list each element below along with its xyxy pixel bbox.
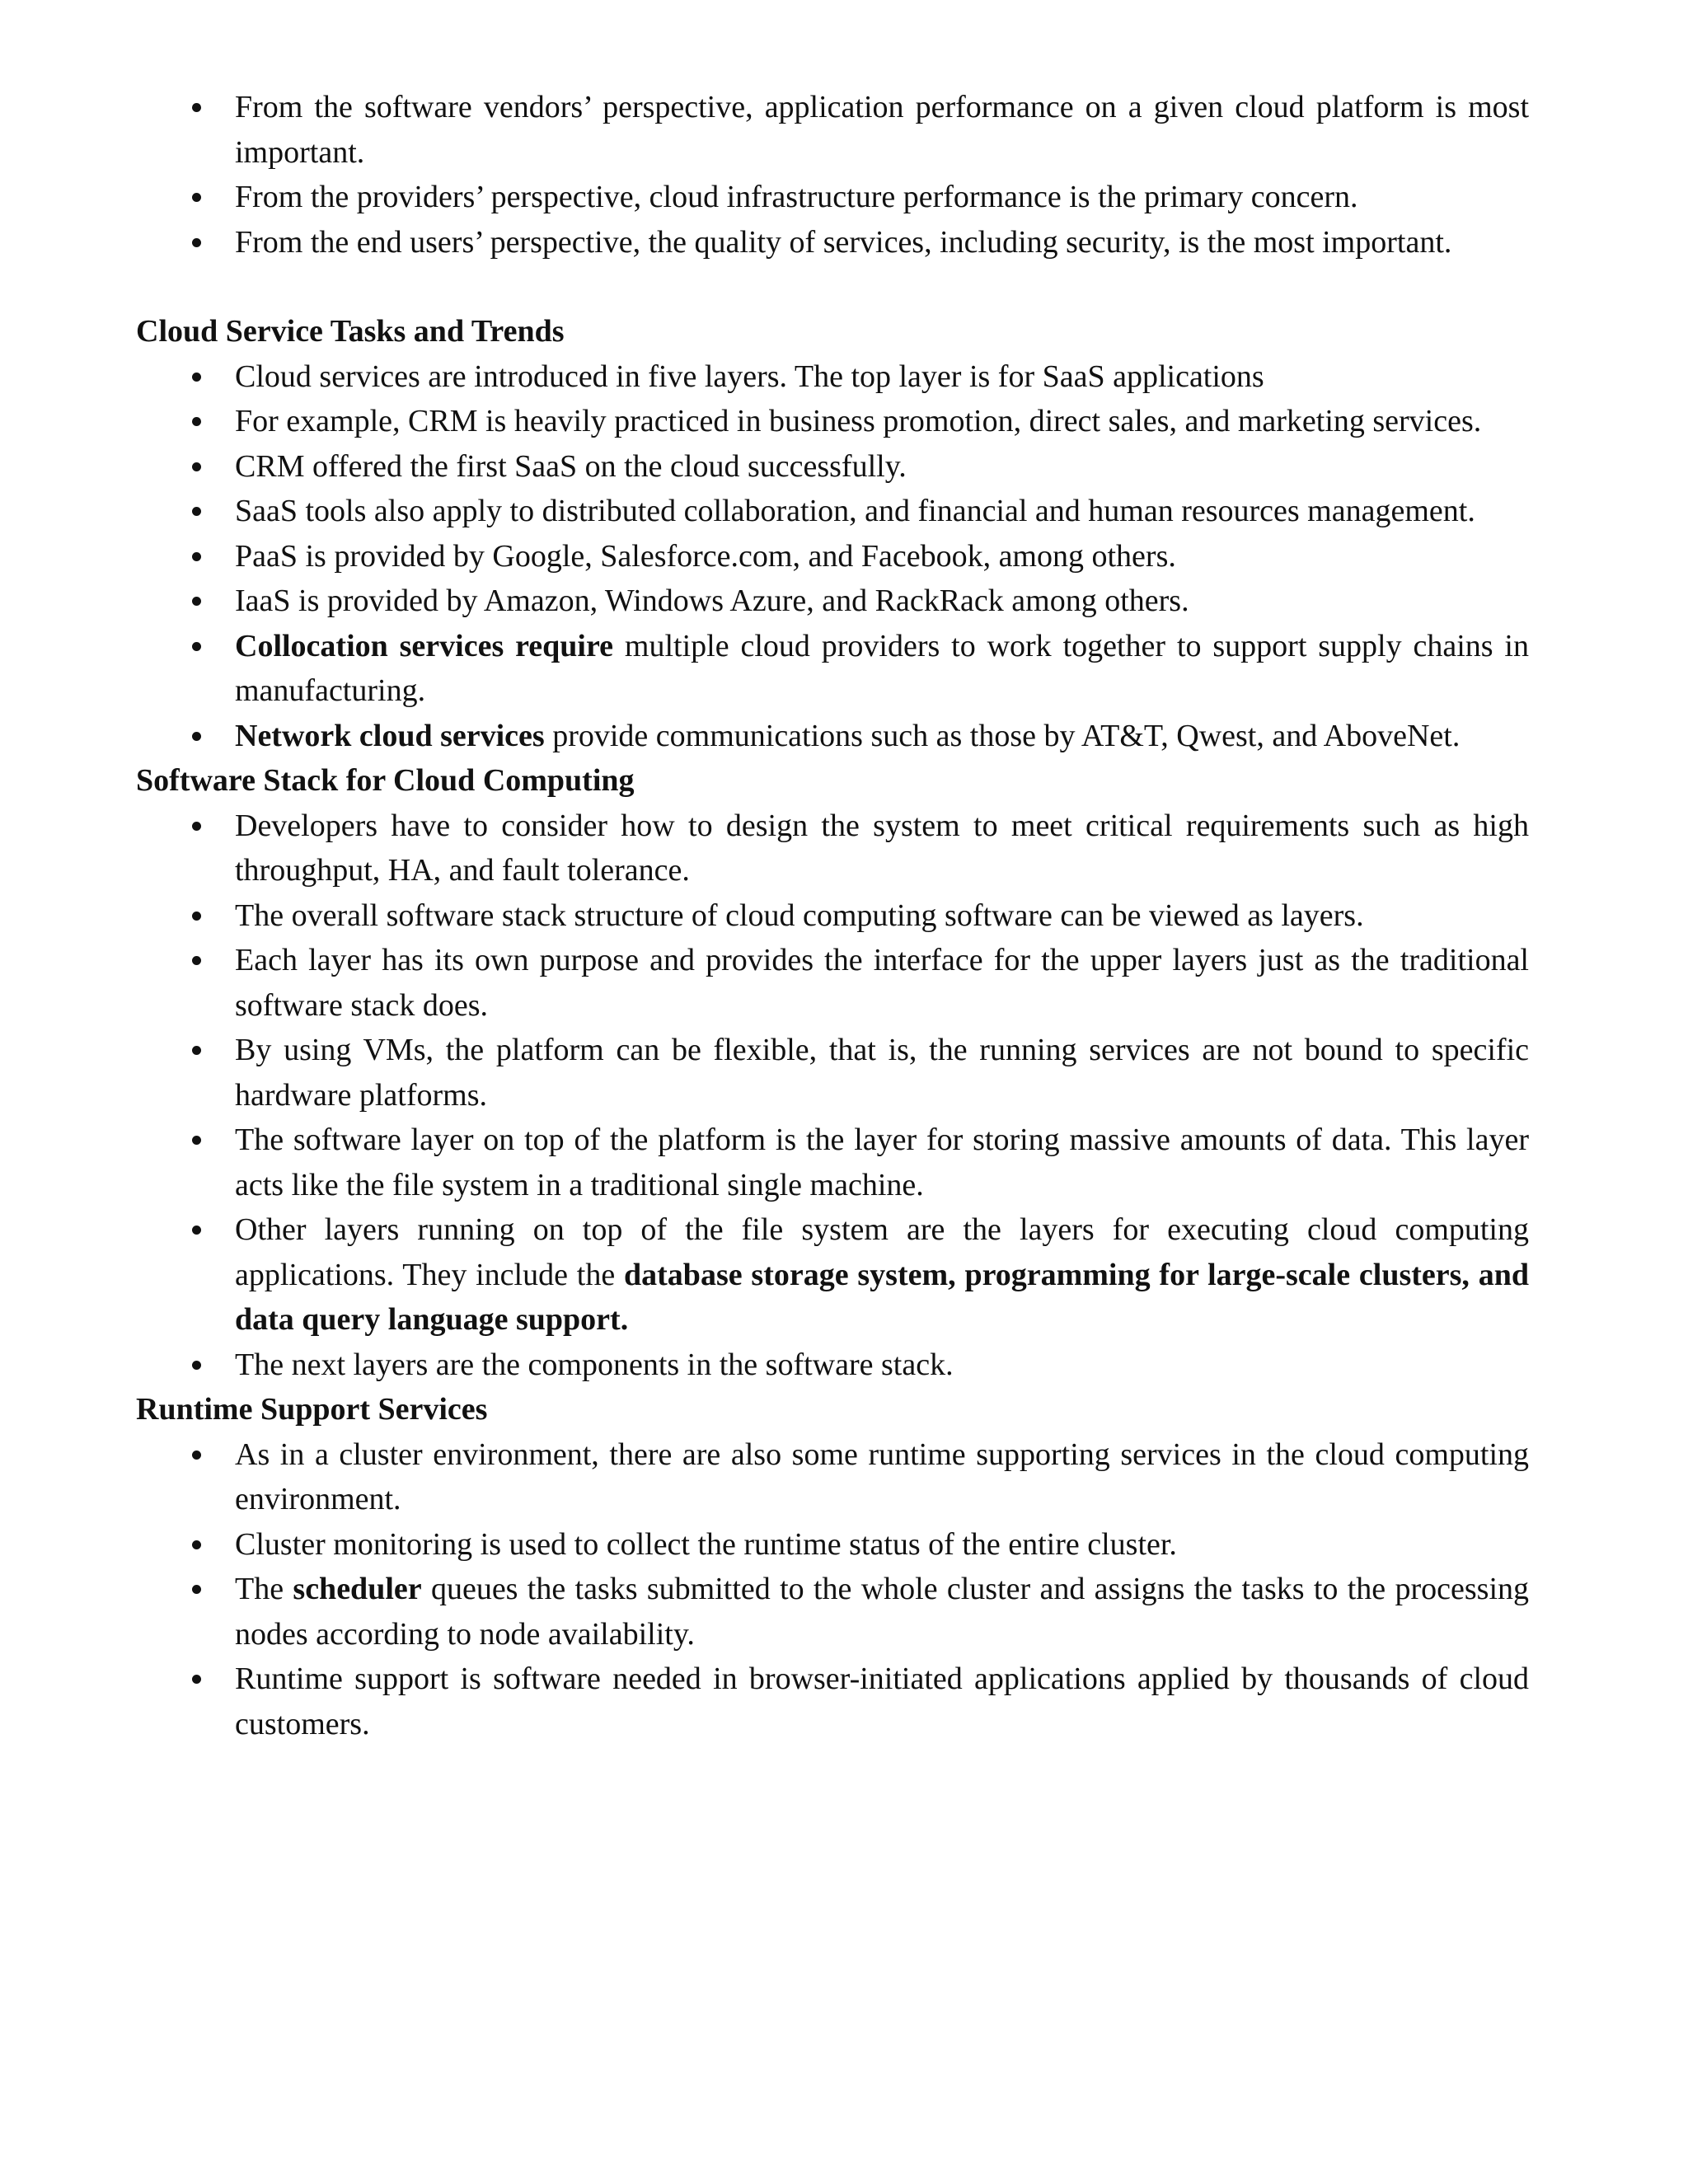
list-item-text: PaaS is provided by Google, Salesforce.com, and Facebook, among others. [235, 538, 1176, 574]
bullet-icon [192, 103, 201, 112]
list-item-text: multiple cloud providers to work together to support supply chains in manufacturing. [235, 628, 1529, 708]
intro-list [136, 85, 1529, 265]
bullet-icon [192, 1046, 201, 1055]
section-heading-cloud-service-tasks: Cloud Service Tasks and Trends [136, 314, 565, 349]
list-item [136, 1432, 1529, 1522]
list-item-text: The next layers are the components in the software stack. [235, 1347, 954, 1382]
bullet-icon [192, 1540, 201, 1549]
bullet-icon [192, 597, 201, 606]
list-item [136, 1028, 1529, 1118]
list-item [136, 220, 1529, 265]
bullet-icon [192, 1585, 201, 1594]
list-item [136, 1343, 1529, 1388]
list-item-bold-text: Collocation services require [235, 628, 614, 663]
list-item [136, 534, 1529, 579]
list-item-text: Developers have to consider how to design the system to meet critical requirements such as high throughput, HA, and fault tolerance. [235, 808, 1529, 888]
bullet-icon [192, 642, 201, 651]
list-item [136, 354, 1529, 400]
list-item-bold-text: Network cloud services [235, 718, 545, 753]
list-item-text: By using VMs, the platform can be flexible, that is, the running services are not bound to specific hardware platforms. [235, 1033, 1529, 1113]
bullet-icon [192, 1675, 201, 1684]
list-item-text: The [235, 1572, 293, 1606]
list-item-text: From the software vendors’ perspective, application performance on a given cloud platform is most important. [235, 90, 1529, 170]
cloud-service-tasks-list [136, 354, 1529, 759]
bullet-icon [192, 193, 201, 202]
list-item [136, 489, 1529, 534]
list-item-text: SaaS tools also apply to distributed collaboration, and financial and human resources management. [235, 494, 1475, 528]
list-item [136, 804, 1529, 893]
list-item-text: Cluster monitoring is used to collect the runtime status of the entire cluster. [235, 1526, 1177, 1562]
list-item-text: Cloud services are introduced in five layers. The top layer is for SaaS applications [235, 359, 1264, 394]
document-content [136, 85, 1529, 1746]
list-item [136, 1118, 1529, 1207]
bullet-icon [192, 462, 201, 471]
list-item-text: Runtime support is software needed in browser-initiated applications applied by thousands of cloud customers. [235, 1661, 1529, 1741]
list-item-text: From the providers’ perspective, cloud infrastructure performance is the primary concern. [235, 180, 1358, 214]
section-heading-runtime-support: Runtime Support Services [136, 1392, 488, 1427]
list-item [136, 714, 1529, 759]
list-item [136, 1657, 1529, 1746]
list-item-text: provide communications such as those by AT&T, Qwest, and AboveNet. [544, 718, 1461, 753]
list-item [136, 399, 1529, 444]
list-item [136, 1207, 1529, 1343]
bullet-icon [192, 552, 201, 561]
bullet-icon [192, 1361, 201, 1370]
bullet-icon [192, 822, 201, 831]
bullet-icon [192, 238, 201, 247]
list-item-text: From the end users’ perspective, the quality of services, including security, is the most important. [235, 224, 1452, 260]
list-item-text: The overall software stack structure of cloud computing software can be viewed as layers. [235, 898, 1364, 933]
bullet-icon [192, 912, 201, 921]
runtime-support-list [136, 1432, 1529, 1747]
section-heading-software-stack: Software Stack for Cloud Computing [136, 763, 635, 798]
list-item [136, 579, 1529, 624]
bullet-icon [192, 1226, 201, 1235]
list-item-text: Each layer has its own purpose and provides the interface for the upper layers just as the traditional software stack does. [235, 943, 1529, 1023]
list-item [136, 893, 1529, 939]
list-item [136, 444, 1529, 490]
list-item-text: queues the tasks submitted to the whole cluster and assigns the tasks to the processing nodes according to node availability. [235, 1572, 1530, 1652]
list-item [136, 624, 1529, 714]
list-item [136, 175, 1529, 220]
bullet-icon [192, 507, 201, 516]
list-item-bold-text: database storage system, programming for large-scale clusters, and data query language support. [235, 1257, 1529, 1337]
list-item [136, 85, 1529, 175]
list-item-text: The software layer on top of the platform is the layer for storing massive amounts of data. This layer acts like the file system in a traditional single machine. [235, 1122, 1529, 1202]
list-item-bold-text: scheduler [293, 1572, 422, 1606]
list-item-text: As in a cluster environment, there are also some runtime supporting services in the cloud computing environment. [235, 1436, 1529, 1516]
bullet-icon [192, 417, 201, 426]
bullet-icon [192, 1136, 201, 1145]
list-item-text: IaaS is provided by Amazon, Windows Azure, and RackRack among others. [235, 583, 1189, 618]
list-item-text: Other layers running on top of the file system are the layers for executing cloud computing applications. They include the [235, 1212, 1529, 1292]
list-item-text: For example, CRM is heavily practiced in business promotion, direct sales, and marketing services. [235, 404, 1482, 438]
bullet-icon [192, 373, 201, 382]
software-stack-list [136, 804, 1529, 1388]
list-item [136, 1567, 1529, 1657]
bullet-icon [192, 732, 201, 741]
list-item [136, 938, 1529, 1028]
list-item [136, 1522, 1529, 1568]
bullet-icon [192, 956, 201, 965]
bullet-icon [192, 1451, 201, 1460]
list-item-text: CRM offered the first SaaS on the cloud successfully. [235, 448, 907, 484]
